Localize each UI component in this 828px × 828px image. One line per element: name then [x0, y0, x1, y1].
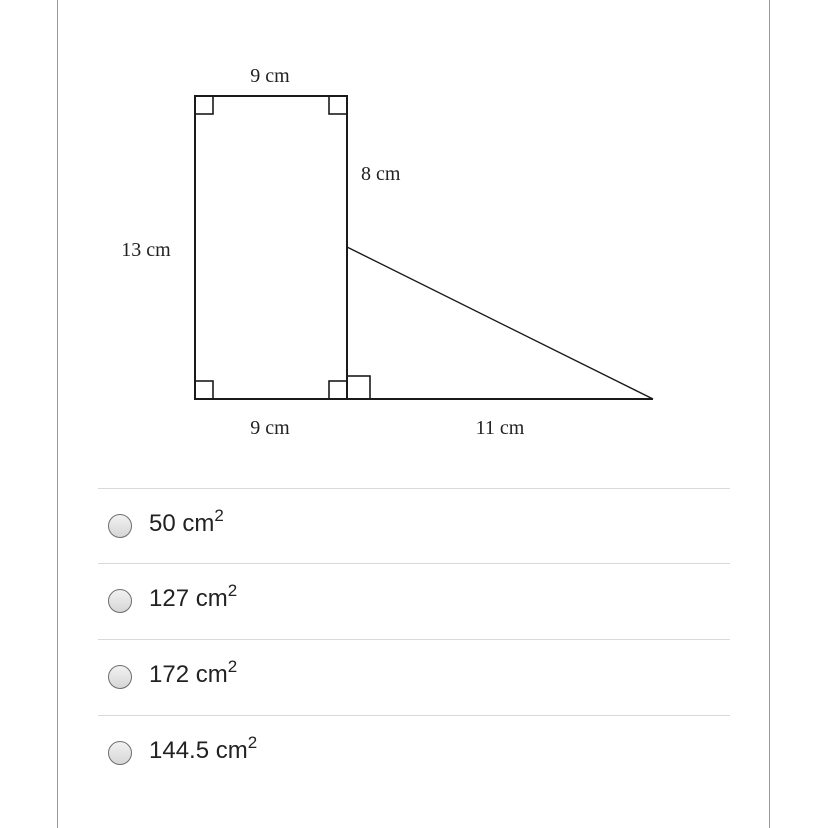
rectangle-shape [195, 96, 347, 399]
radio-button[interactable] [108, 741, 132, 765]
radio-button[interactable] [108, 514, 132, 538]
right-segment-label: 8 cm [361, 163, 401, 185]
radio-button[interactable] [108, 589, 132, 613]
triangle-base-label: 11 cm [475, 417, 525, 439]
right-angle-markers [195, 96, 370, 399]
answer-option-1[interactable] [98, 488, 730, 563]
answer-options [98, 488, 730, 791]
height-label: 13 cm [121, 239, 171, 261]
answer-option-label: 144.5 $cm^2$ [149, 733, 258, 764]
top-width-label: 9 cm [250, 65, 290, 87]
answer-option-4[interactable] [98, 715, 730, 791]
radio-button[interactable] [108, 665, 132, 689]
answer-option-label: 127 $cm^2$ [149, 581, 238, 612]
triangle-hypotenuse [347, 247, 653, 399]
answer-option-2[interactable] [98, 563, 730, 639]
answer-option-label: 172 $cm^2$ [149, 657, 238, 688]
bottom-width-label: 9 cm [250, 417, 290, 439]
answer-option-3[interactable] [98, 639, 730, 715]
answer-option-label: 50 $cm^2$ [149, 506, 224, 537]
